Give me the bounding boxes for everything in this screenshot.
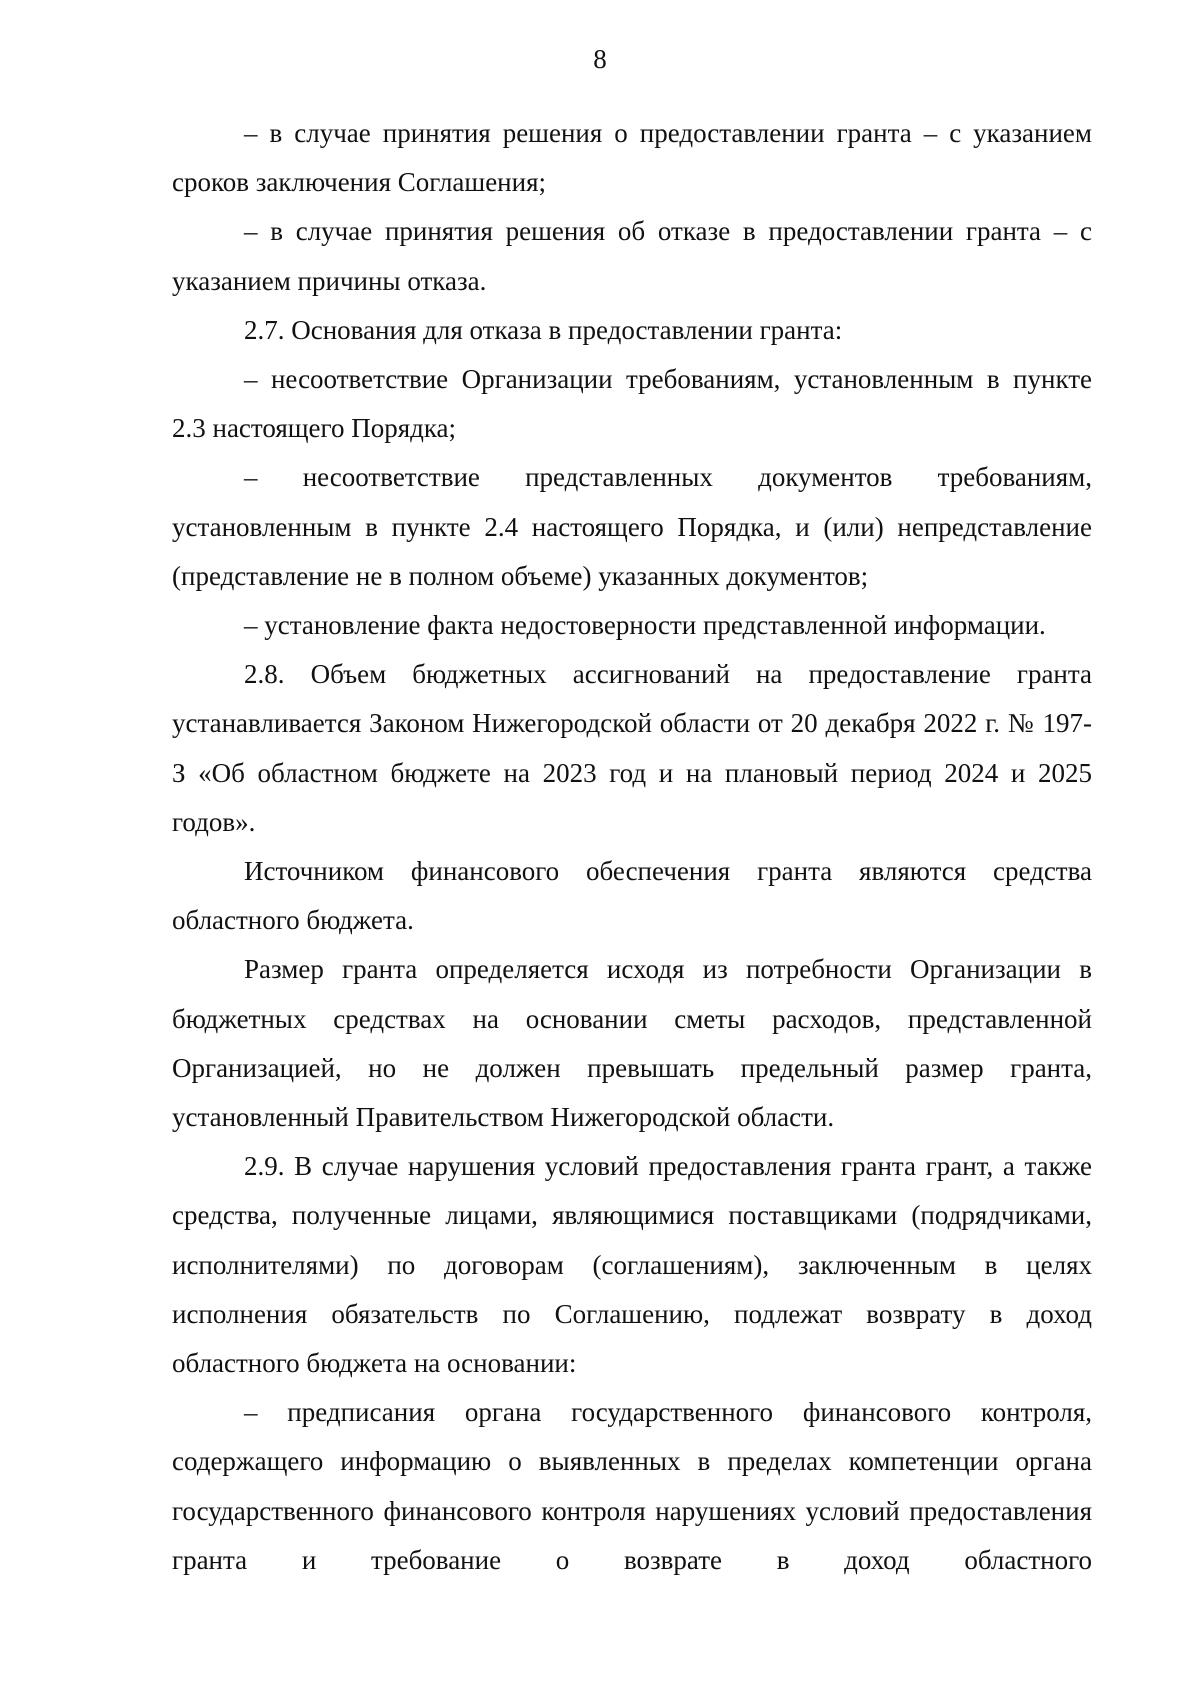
paragraph-grant-refusal: – в случае принятия решения об отказе в предоставлении гранта – с указанием причины отказа.	[172, 216, 1092, 296]
document-body	[172, 109, 1092, 1585]
paragraph-refusal-reason-2: – несоответствие представленных документов требованиям, установленным в пункте 2.4 настоящего Порядка, и (или) непредставление (представление не в полном объеме) указанных документов;	[172, 462, 1092, 591]
paragraph-grant-size: Размер гранта определяется исходя из потребности Организации в бюджетных средствах на основании сметы расходов, представленной Организацией, но не должен превышать предельный размер гранта, установленный Правительством Нижегородской области.	[172, 954, 1092, 1133]
paragraph-2-7-heading: 2.7. Основания для отказа в предоставлении гранта:	[244, 314, 843, 345]
paragraph-refusal-reason-3: – установление факта недостоверности представленной информации.	[244, 610, 1046, 641]
page-number: 8	[593, 44, 607, 74]
paragraph-funding-source: Источником финансового обеспечения гранта являются средства областного бюджета.	[172, 856, 1092, 936]
paragraph-grant-approval: – в случае принятия решения о предоставлении гранта – с указанием сроков заключения Соглашения;	[172, 118, 1092, 198]
paragraph-control-order: – предписания органа государственного финансового контроля, содержащего информацию о выявленных в пределах компетенции органа государственного финансового контроля нарушениях условий предоставления гранта и требование о возврате в доход областного	[172, 1397, 1092, 1575]
paragraph-refusal-reason-1: – несоответствие Организации требованиям, установленным в пункте 2.3 настоящего Порядка;	[172, 364, 1092, 444]
paragraph-2-9: 2.9. В случае нарушения условий предоставления гранта грант, а также средства, полученные лицами, являющимися поставщиками (подрядчиками, исполнителями) по договорам (соглашениям), заключенным в целях исполнения обязательств по Соглашению, подлежат возврату в доход областного бюджета на основании:	[172, 1151, 1092, 1379]
paragraph-2-8: 2.8. Объем бюджетных ассигнований на предоставление гранта устанавливается Законом Нижегородской области от 20 декабря 2022 г. № 197-З «Об областном бюджете на 2023 год и на плановый период 2024 и 2025 годов».	[172, 659, 1092, 837]
